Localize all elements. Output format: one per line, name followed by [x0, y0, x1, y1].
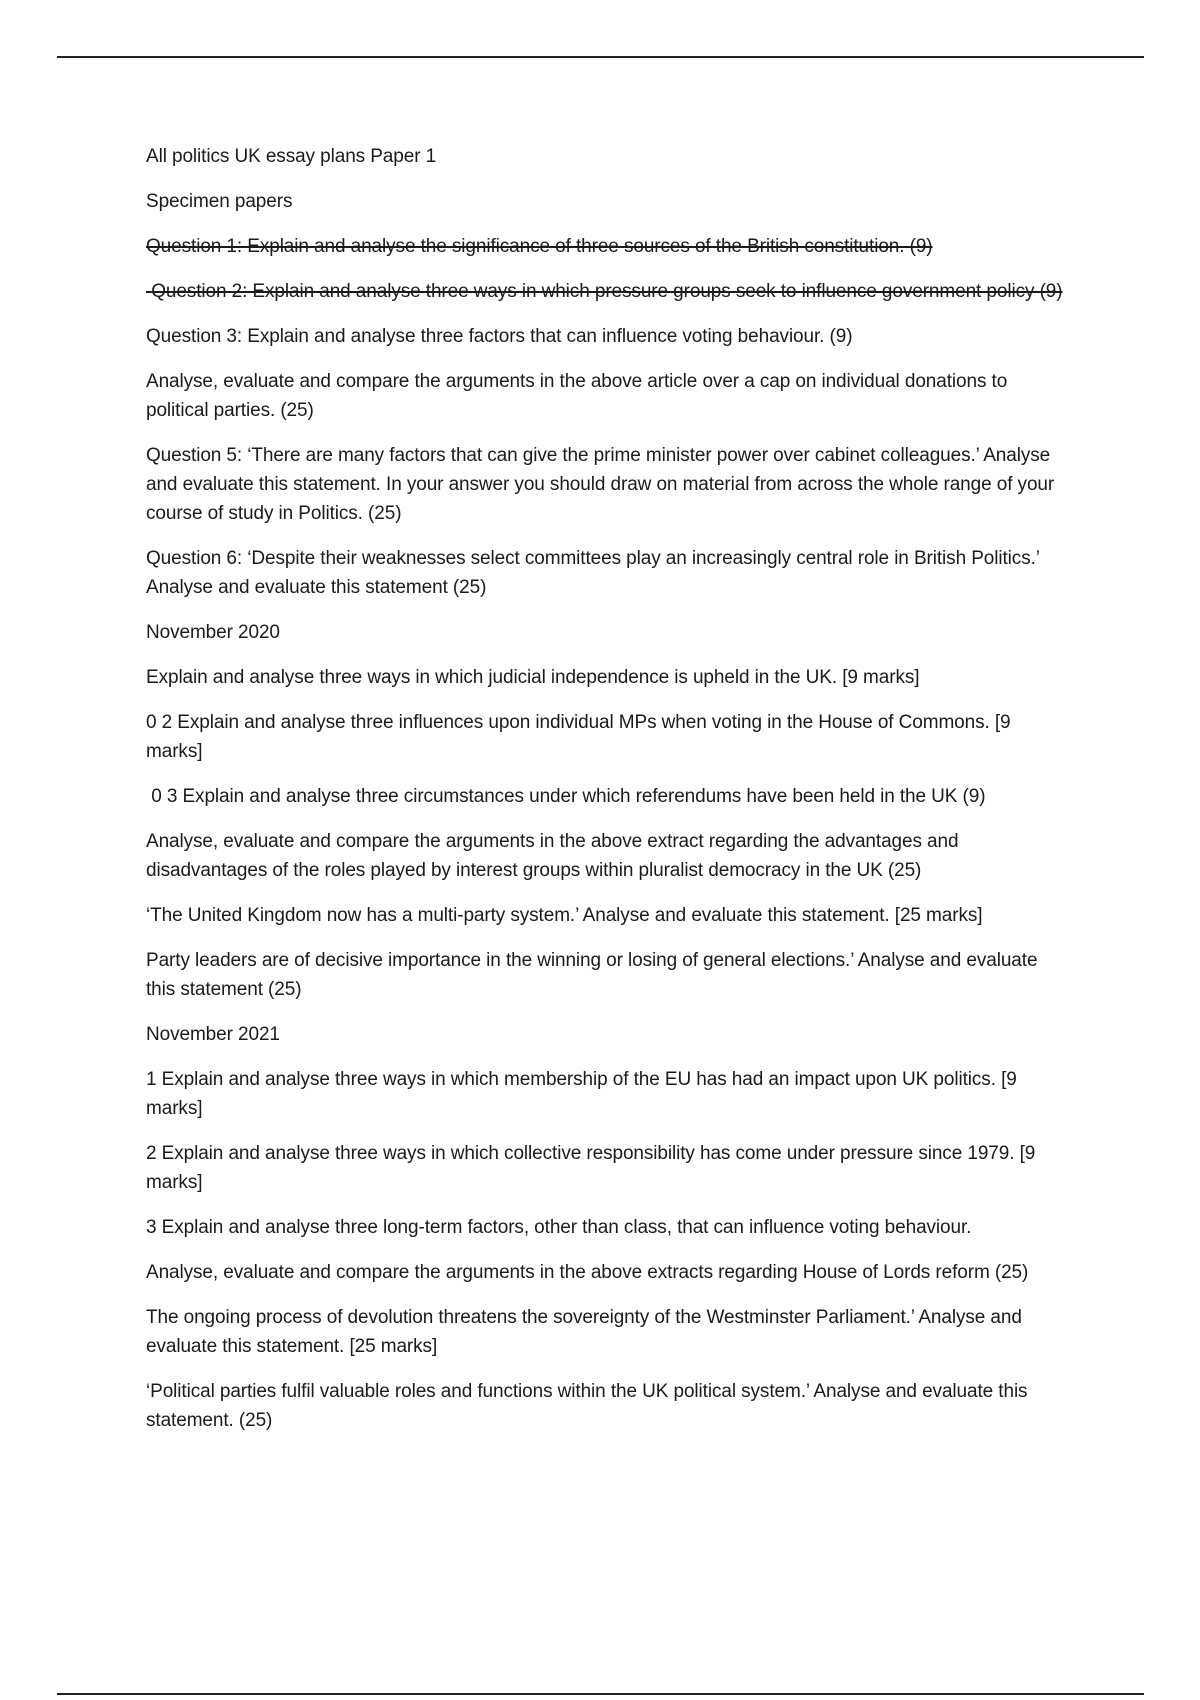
- bottom-rule: [57, 1693, 1144, 1695]
- section-heading-nov-2021: November 2021: [146, 1024, 280, 1045]
- question-item: 0 3 Explain and analyse three circumstances under which referendums have been held in the UK (9): [146, 786, 986, 807]
- top-rule: [57, 56, 1144, 58]
- question-item: Analyse, evaluate and compare the arguments in the above extract regarding the advantages and disadvantages of the roles played by interest groups within pluralist democracy in the UK (25): [146, 831, 959, 881]
- question-item: Question 6: ‘Despite their weaknesses select committees play an increasingly central role in British Politics.’ Analyse and evaluate this statement (25): [146, 548, 1040, 598]
- document-title: All politics UK essay plans Paper 1: [146, 146, 437, 167]
- question-item: ‘Political parties fulfil valuable roles and functions within the UK political system.’ Analyse and evaluate this statement. (25): [146, 1381, 1028, 1431]
- question-item: ‘The United Kingdom now has a multi-party system.’ Analyse and evaluate this statement. [25 marks]: [146, 905, 983, 926]
- question-item: Analyse, evaluate and compare the arguments in the above article over a cap on individual donations to political parties. (25): [146, 371, 1008, 421]
- section-heading-specimen: Specimen papers: [146, 191, 293, 212]
- question-item: 2 Explain and analyse three ways in which collective responsibility has come under pressure since 1979. [9 marks]: [146, 1143, 1036, 1193]
- question-item: Analyse, evaluate and compare the arguments in the above extracts regarding House of Lords reform (25): [146, 1262, 1029, 1283]
- question-item: 0 2 Explain and analyse three influences upon individual MPs when voting in the House of Commons. [9 marks]: [146, 712, 1011, 762]
- section-heading-nov-2020: November 2020: [146, 622, 280, 643]
- question-item: 1 Explain and analyse three ways in which membership of the EU has had an impact upon UK politics. [9 marks]: [146, 1069, 1017, 1119]
- question-item: The ongoing process of devolution threatens the sovereignty of the Westminster Parliament.’ Analyse and evaluate this statement. [25 marks]: [146, 1307, 1022, 1357]
- question-item: Question 1: Explain and analyse the significance of three sources of the British constitution. (9): [146, 236, 933, 257]
- question-item: Question 2: Explain and analyse three ways in which pressure groups seek to influence government policy (9): [146, 281, 1063, 302]
- question-item: Party leaders are of decisive importance in the winning or losing of general elections.’ Analyse and evaluate this statement (25): [146, 950, 1038, 1000]
- document-body: [146, 142, 1066, 1451]
- question-item: Question 3: Explain and analyse three factors that can influence voting behaviour. (9): [146, 326, 853, 347]
- question-item: 3 Explain and analyse three long-term factors, other than class, that can influence voting behaviour.: [146, 1217, 972, 1238]
- question-item: Question 5: ‘There are many factors that can give the prime minister power over cabinet colleagues.’ Analyse and evaluate this statement. In your answer you should draw on material from across the whole range of your course of study in Politics. (25): [146, 445, 1055, 524]
- question-item: Explain and analyse three ways in which judicial independence is upheld in the UK. [9 marks]: [146, 667, 920, 688]
